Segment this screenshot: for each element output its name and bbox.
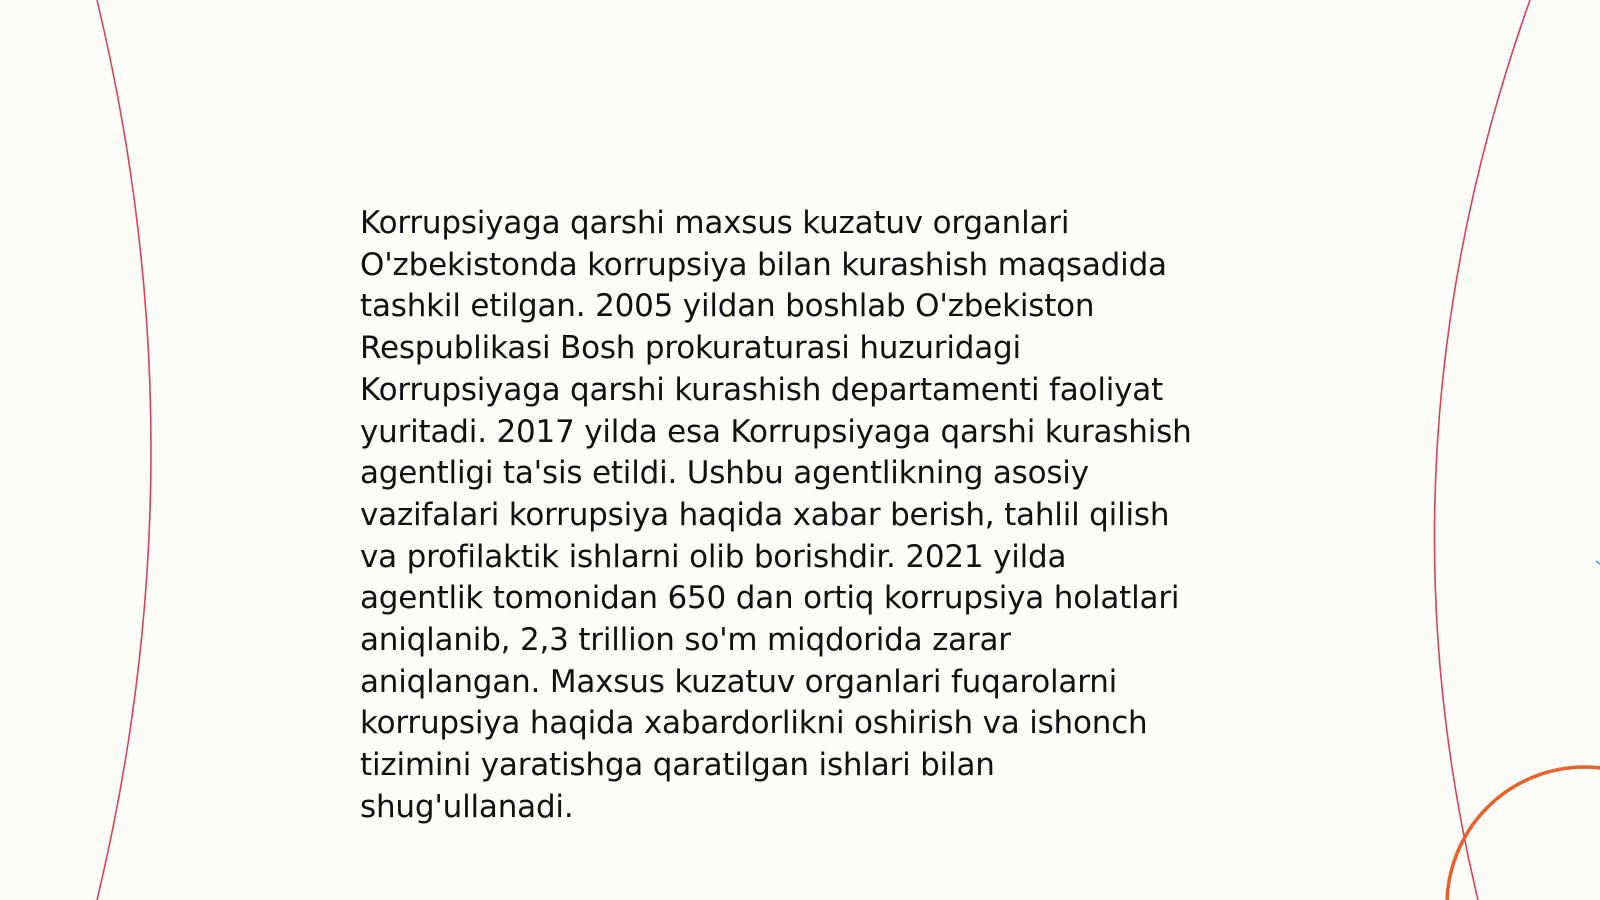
accent-circle xyxy=(1447,767,1600,900)
small-accent-mark xyxy=(1596,561,1600,564)
body-paragraph: Korrupsiyaga qarshi maxsus kuzatuv organlari O'zbekistonda korrupsiya bilan kurashish maqsadida tashkil etilgan. 2005 yildan boshlab O'zbekiston Respublikasi Bosh prokuraturasi huzuridagi Korrupsiyaga qarshi kurashish departamenti faoliyat yuritadi. 2017 yilda esa Korrupsiyaga qarshi kurashish agentligi ta'sis etildi. Ushbu agentlikning asosiy vazifalari korrupsiya haqida xabar berish, tahlil qilish va profilaktik ishlarni olib borishdir. 2021 yilda agentlik tomonidan 650 dan ortiq korrupsiya holatlari aniqlanib, 2,3 trillion so'm miqdorida zarar aniqlangan. Maxsus kuzatuv organlari fuqarolarni korrupsiya haqida xabardorlikni oshirish va ishonch tizimini yaratishga qaratilgan ishlari bilan shug'ullanadi. xyxy=(360,205,1192,825)
right-curve-line xyxy=(1434,0,1530,900)
left-curve-line xyxy=(97,0,151,900)
